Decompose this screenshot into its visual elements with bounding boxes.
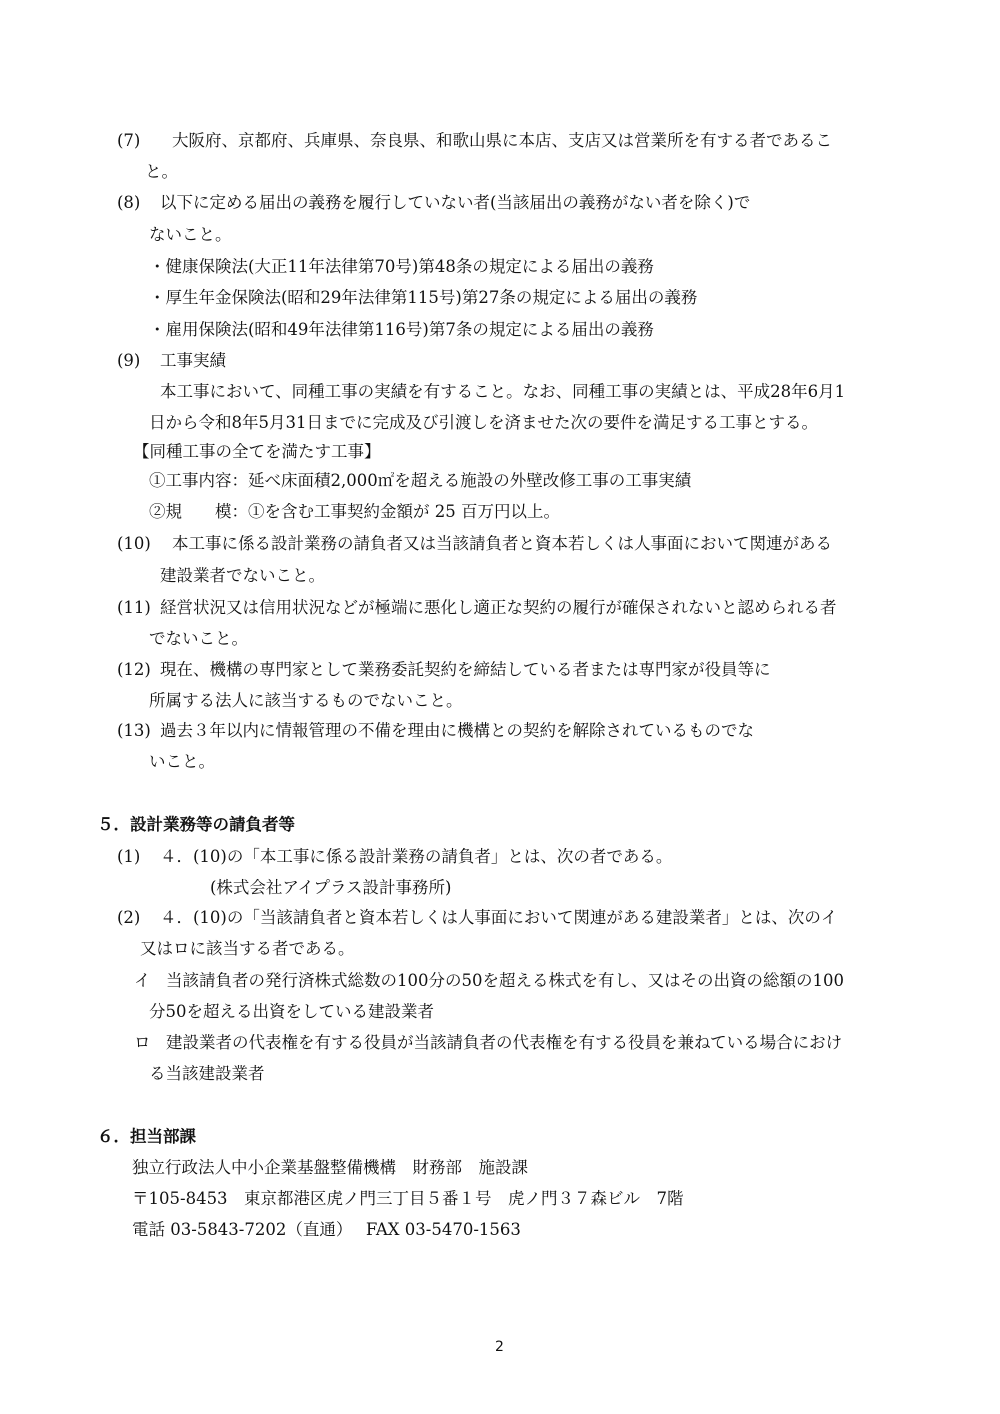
item-8-number: (8) bbox=[117, 193, 141, 212]
item-8-line-2: ないこと。 bbox=[149, 225, 232, 244]
item-8-bullet: ・雇用保険法(昭和49年法律第116号)第7条の規定による届出の義務 bbox=[149, 320, 654, 339]
section-5-para-2-number: (2) bbox=[117, 908, 141, 927]
section-5-sub-i-line-1: 当該請負者の発行済株式総数の100分の50を超える株式を有し、又はその出資の総額の100 bbox=[166, 971, 844, 990]
item-8-line-1: 以下に定める届出の義務を履行していない者(当該届出の義務がない者を除く)で bbox=[160, 193, 751, 212]
section-5-para-1-line-1: ４．(10)の「本工事に係る設計業務の請負者」とは、次の者である。 bbox=[160, 847, 673, 866]
item-7-line-2: と。 bbox=[145, 162, 178, 181]
item-13-number: (13) bbox=[117, 721, 151, 740]
item-13-line-1: 過去３年以内に情報管理の不備を理由に機構との契約を解除されているものでな bbox=[160, 721, 754, 740]
section-5-sub-i-mark: イ bbox=[134, 971, 151, 990]
item-7-line-1: 大阪府、京都府、兵庫県、奈良県、和歌山県に本店、支店又は営業所を有する者であるこ bbox=[172, 131, 832, 150]
item-9-title: 工事実績 bbox=[160, 351, 226, 370]
section-5-para-1-line-2: (株式会社アイプラス設計事務所) bbox=[210, 878, 452, 897]
item-8-bullet: ・厚生年金保険法(昭和29年法律第115号)第27条の規定による届出の義務 bbox=[149, 288, 698, 307]
contact-phone-fax: 電話 03-5843-7202（直通） FAX 03-5470-1563 bbox=[132, 1220, 521, 1239]
item-11-line-2: でないこと。 bbox=[149, 629, 248, 648]
section-5-sub-ro-line-1: 建設業者の代表権を有する役員が当該請負者の代表権を有する役員を兼ねている場合におけ bbox=[166, 1033, 843, 1052]
contact-organization: 独立行政法人中小企業基盤整備機構 財務部 施設課 bbox=[132, 1158, 528, 1177]
item-10-line-2: 建設業者でないこと。 bbox=[160, 566, 325, 585]
item-10-number: (10) bbox=[117, 534, 151, 553]
section-5-sub-ro-mark: ロ bbox=[134, 1033, 151, 1052]
item-8-bullet: ・健康保険法(大正11年法律第70号)第48条の規定による届出の義務 bbox=[149, 257, 654, 276]
item-9-line-1: 本工事において、同種工事の実績を有すること。なお、同種工事の実績とは、平成28年6月1 bbox=[160, 382, 846, 401]
item-11-number: (11) bbox=[117, 598, 151, 617]
item-9-requirement-2: ②規 模：①を含む工事契約金額が 25 百万円以上。 bbox=[149, 502, 560, 521]
section-5-sub-i-line-2: 分50を超える出資をしている建設業者 bbox=[149, 1002, 434, 1021]
item-13-line-2: いこと。 bbox=[149, 752, 215, 771]
item-9-number: (9) bbox=[117, 351, 141, 370]
item-12-line-1: 現在、機構の専門家として業務委託契約を締結している者または専門家が役員等に bbox=[160, 660, 771, 679]
section-5-sub-ro-line-2: る当該建設業者 bbox=[149, 1064, 265, 1083]
page-number: 2 bbox=[495, 1339, 504, 1355]
item-9-requirement-heading: 【同種工事の全てを満たす工事】 bbox=[133, 442, 381, 461]
section-5-para-2-line-1: ４．(10)の「当該請負者と資本若しくは人事面において関連がある建設業者」とは、次のイ bbox=[160, 908, 838, 927]
item-12-number: (12) bbox=[117, 660, 151, 679]
item-11-line-1: 経営状況又は信用状況などが極端に悪化し適正な契約の履行が確保されないと認められる者 bbox=[160, 598, 837, 617]
contact-address: 〒105-8453 東京都港区虎ノ門三丁目５番１号 虎ノ門３７森ビル 7階 bbox=[132, 1189, 684, 1208]
item-7-number: (7) bbox=[117, 131, 141, 150]
item-9-line-2: 日から令和8年5月31日までに完成及び引渡しを済ませた次の要件を満足する工事とする。 bbox=[149, 413, 818, 432]
section-5-para-2-line-2: 又はロに該当する者である。 bbox=[140, 939, 355, 958]
item-12-line-2: 所属する法人に該当するものでないこと。 bbox=[149, 691, 463, 710]
item-10-line-1: 本工事に係る設計業務の請負者又は当該請負者と資本若しくは人事面において関連がある bbox=[172, 534, 832, 553]
section-6-heading: ６．担当部課 bbox=[97, 1127, 196, 1146]
section-5-para-1-number: (1) bbox=[117, 847, 141, 866]
item-9-requirement-1: ①工事内容：延べ床面積2,000㎡を超える施設の外壁改修工事の工事実績 bbox=[149, 471, 692, 490]
section-5-heading: ５．設計業務等の請負者等 bbox=[97, 815, 295, 834]
